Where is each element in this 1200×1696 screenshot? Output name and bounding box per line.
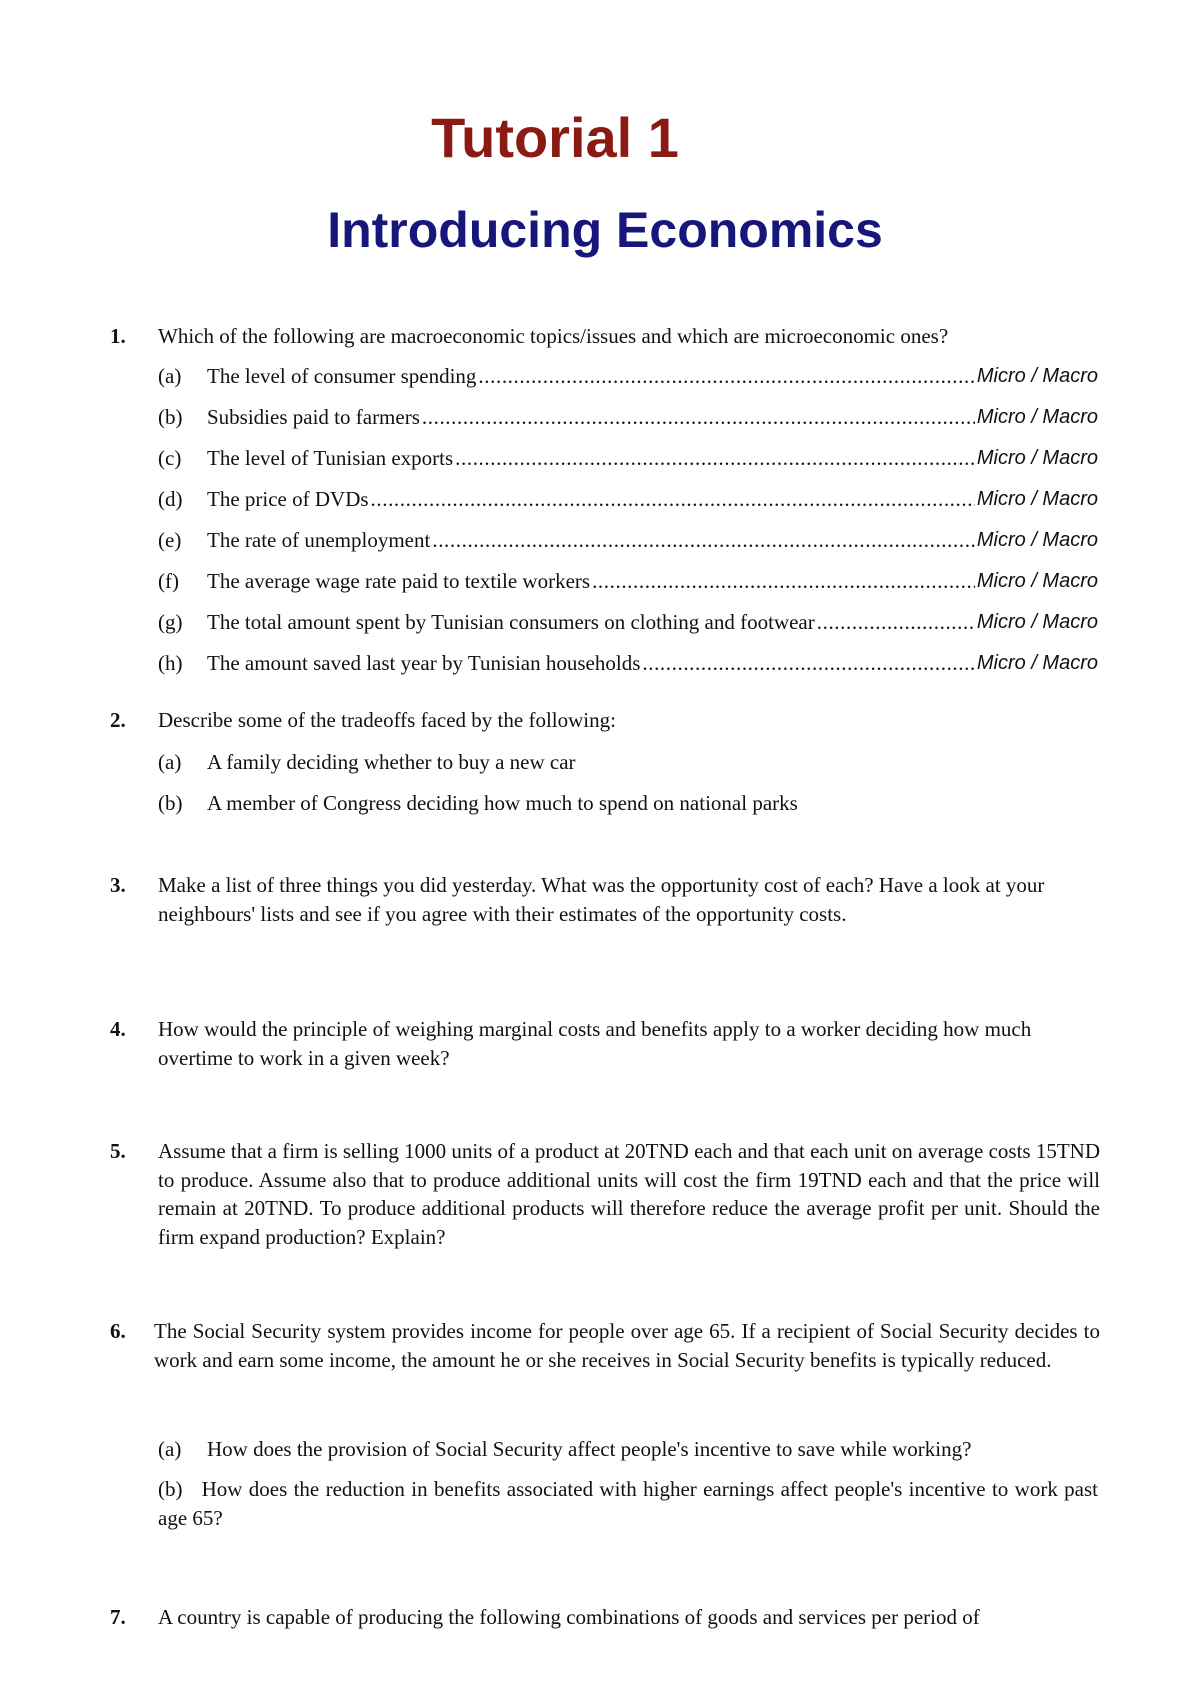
document-subtitle: Introducing Economics [327, 202, 883, 258]
item-text: The rate of unemployment [207, 528, 431, 552]
list-item [158, 525, 1098, 555]
item-label: (c) [158, 446, 182, 470]
micro-macro-choice: Micro / Macro [976, 529, 1098, 551]
micro-macro-choice: Micro / Macro [976, 652, 1098, 674]
dot-leader [455, 443, 975, 473]
item-label: (e) [158, 528, 182, 552]
document-title: Tutorial 1 [431, 106, 679, 169]
item-label: (f) [158, 569, 179, 593]
item-label: (a) [158, 750, 182, 774]
item-text: The level of Tunisian exports [207, 446, 454, 470]
micro-macro-choice: Micro / Macro [976, 488, 1098, 510]
question-text: Make a list of three things you did yesterday. What was the opportunity cost of each? Have a look at your neighbours' lists and see if you agree with their estimates of the opportunity costs. [158, 873, 1045, 926]
list-item [158, 788, 1098, 818]
list-item [158, 1475, 1098, 1532]
dot-leader [422, 402, 975, 432]
question-number: 6. [110, 1319, 126, 1343]
list-item [158, 747, 1098, 777]
item-label: (a) [158, 364, 182, 388]
question-text: A country is capable of producing the following combinations of goods and services per period of [158, 1605, 980, 1629]
question-number: 5. [110, 1139, 126, 1163]
dot-leader [642, 648, 975, 678]
question-text: Assume that a firm is selling 1000 units of a product at 20TND each and that each unit on average costs 15TND to produce. Assume also that to produce additional units will cost the firm 19TND each and that the price will remain at 20TND. To produce additional products will therefore reduce the average profit per unit. Should the firm expand production? Explain? [158, 1139, 1100, 1249]
question-4 [110, 1015, 1100, 1072]
dot-leader [432, 525, 975, 555]
question-text: How would the principle of weighing marginal costs and benefits apply to a worker deciding how much overtime to work in a given week? [158, 1017, 1032, 1070]
question-text: Which of the following are macroeconomic topics/issues and which are microeconomic ones? [158, 324, 949, 348]
item-text: How does the provision of Social Security affect people's incentive to save while working? [207, 1437, 972, 1461]
item-label: (a) [158, 1437, 182, 1461]
list-item [158, 443, 1098, 473]
question-6 [110, 1317, 1100, 1374]
question-number: 1. [110, 324, 126, 348]
item-text: A member of Congress deciding how much to spend on national parks [207, 791, 798, 815]
question-5 [110, 1137, 1100, 1251]
micro-macro-choice: Micro / Macro [976, 570, 1098, 592]
question-text: The Social Security system provides income for people over age 65. If a recipient of Social Security decides to work and earn some income, the amount he or she receives in Social Security benefits is typically reduced. [154, 1319, 1100, 1372]
item-text: The level of consumer spending [207, 364, 477, 388]
item-label: (h) [158, 651, 183, 675]
dot-leader [817, 607, 975, 637]
question-2 [110, 706, 1100, 735]
dot-leader [592, 566, 975, 596]
micro-macro-choice: Micro / Macro [976, 365, 1098, 387]
list-item [158, 361, 1098, 391]
item-label: (b) [158, 405, 183, 429]
list-item [158, 607, 1098, 637]
question-number: 7. [110, 1605, 126, 1629]
list-item [158, 402, 1098, 432]
question-7 [110, 1603, 1100, 1632]
micro-macro-choice: Micro / Macro [976, 447, 1098, 469]
item-label: (d) [158, 487, 183, 511]
question-3 [110, 871, 1100, 928]
item-text: The average wage rate paid to textile workers [207, 569, 591, 593]
item-text: Subsidies paid to farmers [207, 405, 420, 429]
item-text: The price of DVDs [207, 487, 369, 511]
question-text: Describe some of the tradeoffs faced by the following: [158, 708, 616, 732]
question-number: 2. [110, 708, 126, 732]
question-number: 4. [110, 1017, 126, 1041]
item-text: A family deciding whether to buy a new car [207, 750, 576, 774]
item-text: The amount saved last year by Tunisian households [207, 651, 641, 675]
micro-macro-choice: Micro / Macro [976, 406, 1098, 428]
micro-macro-choice: Micro / Macro [976, 611, 1098, 633]
list-item [158, 566, 1098, 596]
dot-leader [371, 484, 975, 514]
item-label: (b) [158, 1477, 183, 1501]
list-item [158, 1434, 1098, 1464]
item-text: The total amount spent by Tunisian consumers on clothing and footwear [207, 610, 815, 634]
item-label: (b) [158, 791, 183, 815]
list-item [158, 648, 1098, 678]
question-1 [110, 322, 1100, 351]
question-number: 3. [110, 873, 126, 897]
item-label: (g) [158, 610, 183, 634]
dot-leader [478, 361, 974, 391]
item-text: How does the reduction in benefits associated with higher earnings affect people's incentive to work past age 65? [158, 1477, 1098, 1530]
list-item [158, 484, 1098, 514]
